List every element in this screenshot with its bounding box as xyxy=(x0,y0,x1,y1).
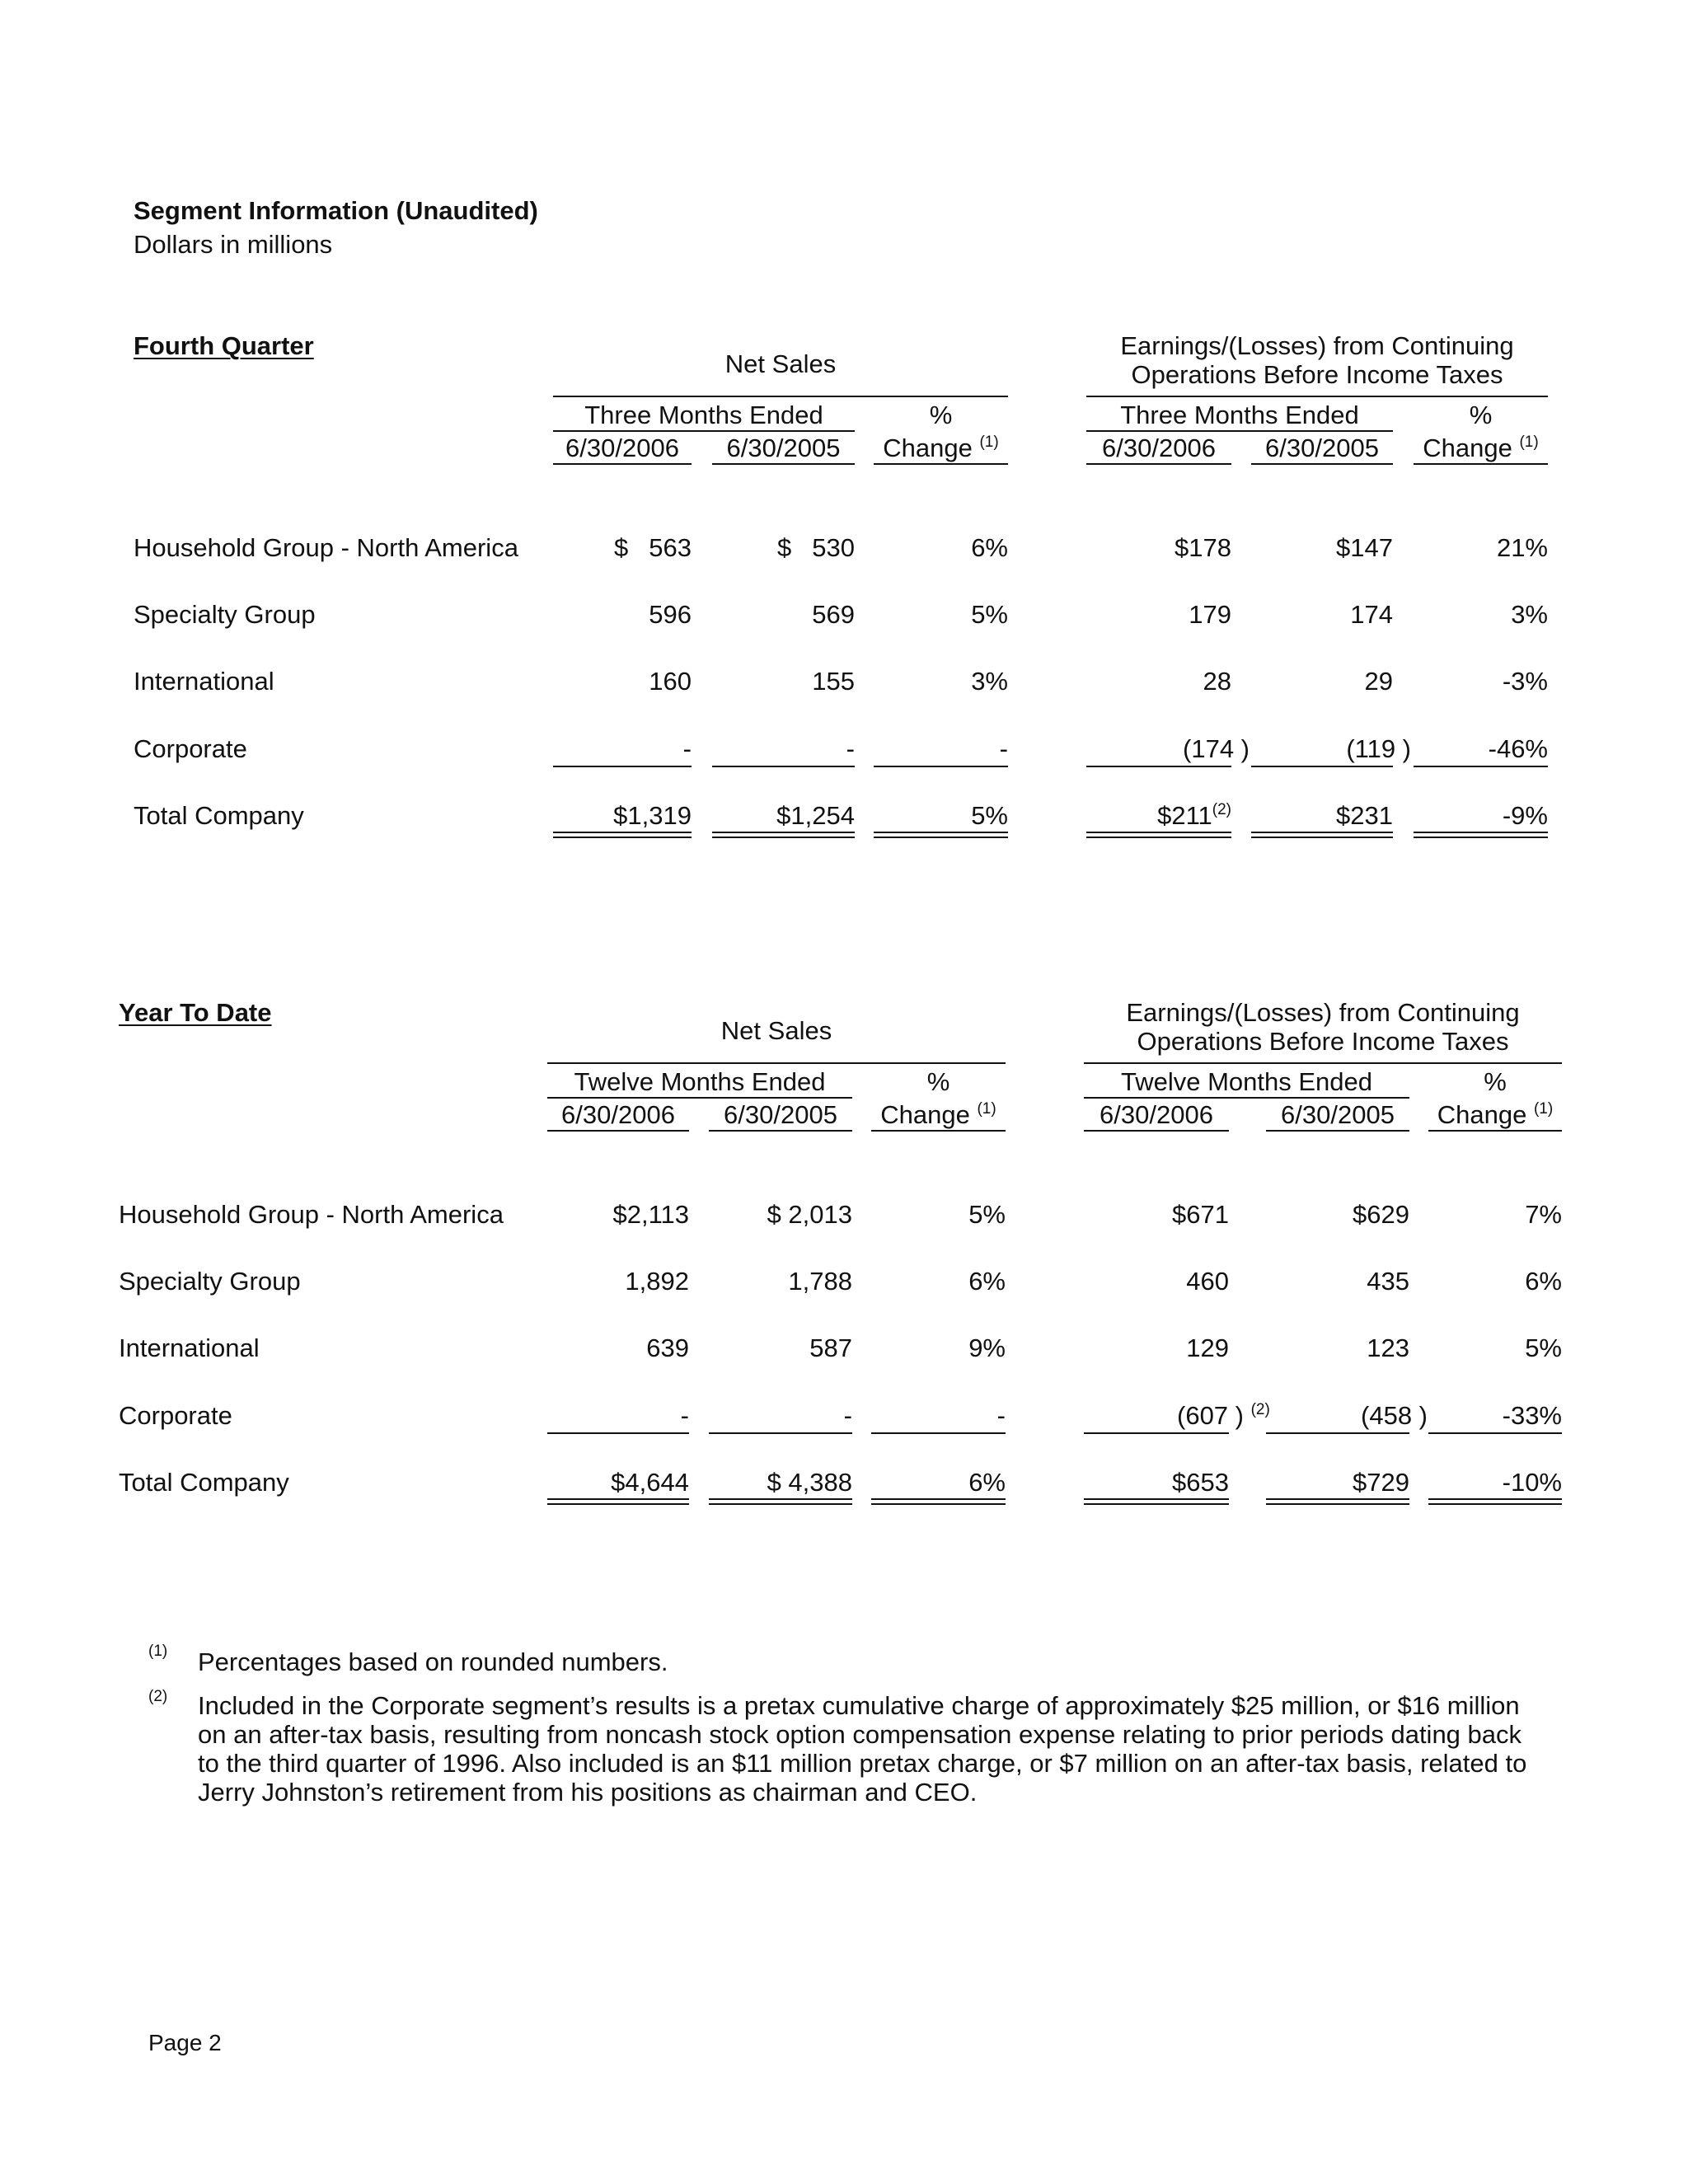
earnings-pct-change: 3% xyxy=(1511,600,1548,629)
net-sales-2005: $ 4,388 xyxy=(767,1468,852,1497)
row-label: Household Group - North America xyxy=(134,533,518,562)
earnings-pct-change: 21% xyxy=(1496,533,1548,562)
net-sales-2006: - xyxy=(680,1401,689,1430)
net-sales-pct-change: 3% xyxy=(971,667,1008,696)
section-title-fourth-quarter: Fourth Quarter xyxy=(134,331,314,360)
earnings-pct-change: -46% xyxy=(1488,734,1548,763)
footnote-text: Percentages based on rounded numbers. xyxy=(198,1647,668,1676)
net-sales-2005: $1,254 xyxy=(776,801,855,830)
date-col-3: 6/30/2006 xyxy=(1100,1100,1213,1129)
earnings-2006: $178 xyxy=(1175,533,1231,562)
net-sales-2005: 1,788 xyxy=(788,1267,852,1296)
net-sales-2006: - xyxy=(682,734,692,763)
earnings-2005: $147 xyxy=(1336,533,1393,562)
earnings-2006: $671 xyxy=(1172,1200,1229,1229)
net-sales-pct-change: 6% xyxy=(968,1468,1006,1497)
earnings-2005: $629 xyxy=(1353,1200,1409,1229)
earnings-2005: 174 xyxy=(1350,600,1393,629)
earnings-heading-line2: Operations Before Income Taxes xyxy=(1131,360,1503,389)
row-label: Total Company xyxy=(134,801,304,830)
earnings-2005: 435 xyxy=(1367,1267,1409,1296)
earnings-heading-line2: Operations Before Income Taxes xyxy=(1137,1027,1509,1056)
earnings-2006: 28 xyxy=(1203,667,1231,696)
page-number: Page 2 xyxy=(148,2030,222,2055)
earnings-2006: (174 ) xyxy=(1183,734,1250,763)
row-label: Corporate xyxy=(119,1401,232,1430)
net-sales-pct-change: 9% xyxy=(968,1333,1006,1362)
earnings-2005: (458 ) xyxy=(1361,1401,1428,1430)
earnings-2005: (119 ) xyxy=(1346,734,1411,763)
net-sales-pct-change: - xyxy=(999,734,1008,763)
pct-label-net-sales: % xyxy=(929,401,953,429)
net-sales-2005: - xyxy=(846,734,855,763)
units-note: Dollars in millions xyxy=(134,230,333,259)
period-label-earnings: Three Months Ended xyxy=(1120,401,1359,429)
net-sales-pct-change: - xyxy=(996,1401,1006,1430)
earnings-2005: 29 xyxy=(1364,667,1393,696)
earnings-pct-change: 7% xyxy=(1525,1200,1562,1229)
row-label: Total Company xyxy=(119,1468,289,1497)
net-sales-pct-change: 6% xyxy=(968,1267,1006,1296)
date-col-2: 6/30/2005 xyxy=(726,434,841,462)
earnings-2006: $653 xyxy=(1172,1468,1229,1497)
net-sales-pct-change: 6% xyxy=(971,533,1008,562)
net-sales-2006: 160 xyxy=(649,667,692,696)
footnote-text: Included in the Corporate segment’s results is a pretax cumulative charge of approximately $25 million, or $16 million on an after-tax basis, resulting from noncash stock option compensation expense relating to prior periods dating back to the third quarter of 1996. Also included is an $11 million pretax charge, or $7 million on an after-tax basis, related to Jerry Johnston’s retirement from his positions as chairman and CEO. xyxy=(198,1691,1527,1807)
change-header-earnings: Change $^{(1)}$ xyxy=(1437,1100,1554,1129)
net-sales-heading: Net Sales xyxy=(720,1016,832,1045)
earnings-2006: 129 xyxy=(1186,1333,1229,1362)
earnings-2005: 123 xyxy=(1367,1333,1409,1362)
date-col-4: 6/30/2005 xyxy=(1265,434,1379,462)
date-col-2: 6/30/2005 xyxy=(724,1100,837,1129)
net-sales-pct-change: 5% xyxy=(968,1200,1006,1229)
net-sales-2006: $4,644 xyxy=(611,1468,689,1497)
row-label: International xyxy=(134,667,274,696)
currency-symbol: $ xyxy=(614,533,629,562)
earnings-pct-change: -10% xyxy=(1502,1468,1562,1497)
net-sales-2005: $ 2,013 xyxy=(767,1200,852,1229)
earnings-pct-change: 6% xyxy=(1525,1267,1562,1296)
net-sales-2005: 530 xyxy=(812,533,855,562)
row-label: Specialty Group xyxy=(119,1267,301,1296)
net-sales-2005: 587 xyxy=(809,1333,852,1362)
row-label: Corporate xyxy=(134,734,247,763)
earnings-pct-change: 5% xyxy=(1525,1333,1562,1362)
earnings-pct-change: -33% xyxy=(1502,1401,1562,1430)
row-label: Specialty Group xyxy=(134,600,316,629)
footnote-ref: (2) xyxy=(1212,801,1231,818)
period-label-net-sales: Twelve Months Ended xyxy=(574,1067,826,1096)
pct-label-earnings: % xyxy=(1484,1067,1507,1096)
earnings-2006: 179 xyxy=(1189,600,1231,629)
earnings-2005: $729 xyxy=(1353,1468,1409,1497)
currency-symbol: $ xyxy=(777,533,792,562)
earnings-heading-line1: Earnings/(Losses) from Continuing xyxy=(1126,998,1520,1027)
section-title-year-to-date: Year To Date xyxy=(119,998,272,1027)
date-col-1: 6/30/2006 xyxy=(565,434,679,462)
net-sales-2006: 1,892 xyxy=(625,1267,689,1296)
earnings-2006: 460 xyxy=(1186,1267,1229,1296)
row-label: Household Group - North America xyxy=(119,1200,504,1229)
footnote-mark: (1) xyxy=(148,1643,168,1660)
net-sales-2006: 563 xyxy=(649,533,692,562)
net-sales-heading: Net Sales xyxy=(724,349,837,378)
net-sales-2006: $1,319 xyxy=(613,801,692,830)
net-sales-2006: 639 xyxy=(646,1333,689,1362)
earnings-2006: $211$^{(2)}$ xyxy=(1157,801,1231,830)
earnings-pct-change: -3% xyxy=(1502,667,1548,696)
date-col-3: 6/30/2006 xyxy=(1102,434,1216,462)
period-label-net-sales: Three Months Ended xyxy=(584,401,823,429)
earnings-heading-line1: Earnings/(Losses) from Continuing xyxy=(1120,331,1514,360)
pct-label-net-sales: % xyxy=(926,1067,950,1096)
footnote-mark: (2) xyxy=(148,1688,168,1705)
net-sales-2006: 596 xyxy=(649,600,692,629)
net-sales-2006: $2,113 xyxy=(612,1200,689,1229)
net-sales-2005: - xyxy=(843,1401,852,1430)
footnote-ref: (2) xyxy=(1250,1401,1270,1418)
period-label-earnings: Twelve Months Ended xyxy=(1120,1067,1372,1096)
earnings-pct-change: -9% xyxy=(1502,801,1548,830)
change-header-net-sales: Change $^{(1)}$ xyxy=(883,434,999,462)
change-header-earnings: Change $^{(1)}$ xyxy=(1423,434,1539,462)
net-sales-2005: 569 xyxy=(812,600,855,629)
pct-label-earnings: % xyxy=(1469,401,1493,429)
earnings-2005: $231 xyxy=(1336,801,1393,830)
date-col-4: 6/30/2005 xyxy=(1281,1100,1395,1129)
page-title: Segment Information (Unaudited) xyxy=(134,196,538,225)
earnings-2006: (607 ) $^{(2)}$ xyxy=(1177,1401,1270,1430)
net-sales-pct-change: 5% xyxy=(971,600,1008,629)
net-sales-2005: 155 xyxy=(812,667,855,696)
net-sales-pct-change: 5% xyxy=(971,801,1008,830)
date-col-1: 6/30/2006 xyxy=(561,1100,675,1129)
row-label: International xyxy=(119,1333,260,1362)
change-header-net-sales: Change $^{(1)}$ xyxy=(880,1100,996,1129)
